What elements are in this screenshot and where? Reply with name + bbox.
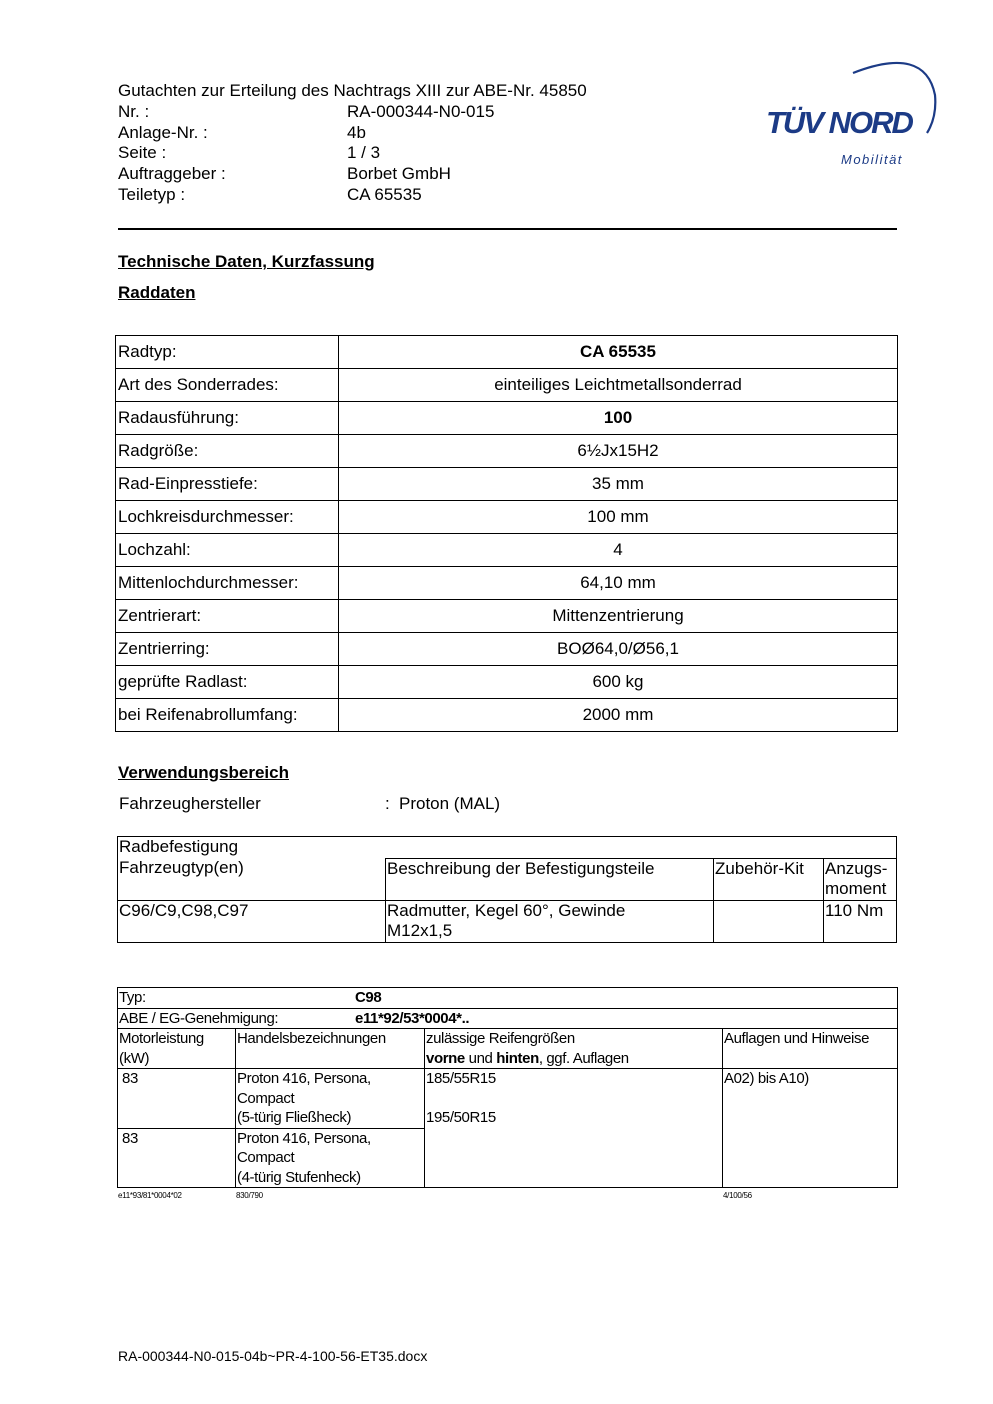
hersteller-value: Proton (MAL) [399, 794, 501, 813]
row-label: Lochkreisdurchmesser: [116, 501, 339, 534]
hersteller-label: Fahrzeughersteller [119, 794, 261, 813]
header-label: Anlage-Nr. : [118, 122, 208, 142]
row-value: Mittenzentrierung [339, 600, 898, 633]
header-title: Gutachten zur Erteilung des Nachtrags XIII zur ABE-Nr. 45850 [118, 81, 587, 100]
header-value: RA-000344-N0-015 [347, 101, 495, 121]
cell-handel [236, 1128, 425, 1188]
reifen-vorne: vorne [426, 1049, 465, 1067]
reifen-rest: , ggf. Auflagen [538, 1049, 629, 1067]
typ-label: Typ: [119, 989, 146, 1006]
table-row [116, 336, 898, 369]
header-row-auftraggeber [118, 164, 718, 185]
header-value: Borbet GmbH [347, 164, 451, 184]
hersteller-separator: : [385, 794, 390, 813]
row-label: Zentrierring: [116, 633, 339, 666]
header-cell: Zubehör-Kit [714, 858, 824, 900]
table-row [116, 633, 898, 666]
table-row [118, 1069, 898, 1129]
abe-label: ABE / EG-Genehmigung: [119, 1009, 279, 1027]
row-value: 35 mm [339, 468, 898, 501]
header-label: Teiletyp : [118, 184, 186, 204]
abe-row [118, 1008, 898, 1029]
header-line [426, 1049, 721, 1069]
header-value: CA 65535 [347, 184, 422, 204]
row-label: bei Reifenabrollumfang: [116, 699, 339, 732]
desc-line: M12x1,5 [387, 921, 453, 940]
header-label: Nr. : [118, 101, 150, 121]
cell-auflagen: A02) bis A10) [723, 1069, 898, 1188]
row-value: 600 kg [339, 666, 898, 699]
row-label: Radgröße: [116, 435, 339, 468]
header-row-teiletyp [118, 185, 718, 206]
header-divider [118, 228, 897, 230]
reifen-line: 195/50R15 [426, 1109, 496, 1126]
header-line: (kW) [119, 1049, 150, 1067]
table-row [118, 1029, 898, 1069]
table-row [118, 837, 897, 859]
row-value: 100 mm [339, 501, 898, 534]
row-label: Rad-Einpresstiefe: [116, 468, 339, 501]
section-technische-daten: Technische Daten, Kurzfassung [118, 252, 375, 271]
row-value: 2000 mm [339, 699, 898, 732]
typ-row [118, 988, 898, 1009]
table-row [116, 435, 898, 468]
tuv-nord-logo: TÜV NORD [766, 105, 912, 140]
header-reifen [425, 1029, 723, 1069]
cell-kit [714, 900, 824, 942]
footnote-pattern: 4/100/56 [723, 1191, 752, 1200]
header-cell [824, 858, 897, 900]
reifen-und: und [464, 1049, 497, 1067]
desc-line: Radmutter, Kegel 60°, Gewinde [387, 900, 626, 920]
table-row [116, 567, 898, 600]
handel-line: Proton 416, Persona, [237, 1129, 371, 1147]
header-line: moment [825, 879, 887, 898]
section-raddaten: Raddaten [118, 283, 196, 302]
cell-moment: 110 Nm [824, 900, 897, 942]
row-label: Mittenlochdurchmesser: [116, 567, 339, 600]
table-row [118, 988, 898, 1009]
typ-value: C98 [355, 989, 382, 1006]
handel-line: Compact [237, 1149, 295, 1166]
row-label: geprüfte Radlast: [116, 666, 339, 699]
row-label: Zentrierart: [116, 600, 339, 633]
row-label: Lochzahl: [116, 534, 339, 567]
document-header [118, 81, 718, 206]
row-value: 100 [339, 402, 898, 435]
row-value: BOØ64,0/Ø56,1 [339, 633, 898, 666]
typ-table [117, 987, 898, 1188]
header-value: 1 / 3 [347, 143, 381, 163]
footnote-ewg: e11*93/81*0004*02 [118, 1191, 182, 1200]
header-row-nr [118, 102, 718, 123]
header-cell: Fahrzeugtyp(en) [118, 858, 386, 900]
row-label: Radausführung: [116, 402, 339, 435]
row-label: Art des Sonderrades: [116, 369, 339, 402]
footnote-code: 830/790 [236, 1191, 263, 1200]
header-cell: Beschreibung der Befestigungsteile [386, 858, 714, 900]
table-row [116, 369, 898, 402]
row-value: CA 65535 [339, 336, 898, 369]
footer-filename: RA-000344-N0-015-04b~PR-4-100-56-ET35.docx [118, 1348, 428, 1364]
header-label: Seite : [118, 143, 167, 163]
table-row [116, 501, 898, 534]
header-handel: Handelsbezeichnungen [236, 1029, 425, 1069]
handel-line: (4-türig Stufenheck) [237, 1168, 361, 1186]
header-line: Motorleistung [119, 1030, 204, 1047]
table-row [116, 699, 898, 732]
handel-line: Proton 416, Persona, [237, 1070, 371, 1087]
raddaten-table [115, 335, 898, 732]
cell-handel [236, 1069, 425, 1129]
handel-line: (5-türig Fließheck) [237, 1109, 352, 1126]
header-label: Auftraggeber : [118, 164, 226, 184]
table-row [116, 666, 898, 699]
handel-line: Compact [237, 1089, 295, 1107]
cell-reifen [425, 1069, 723, 1188]
table-row [118, 900, 897, 942]
cell-desc [386, 900, 714, 942]
cell-kw: 83 [118, 1128, 236, 1188]
header-auflagen: Auflagen und Hinweise [723, 1029, 898, 1069]
radbefestigung-table [117, 836, 897, 943]
table-row [116, 468, 898, 501]
cell-kw: 83 [118, 1069, 236, 1129]
row-value: einteiliges Leichtmetallsonderrad [339, 369, 898, 402]
header-value: 4b [347, 122, 366, 142]
logo-subtitle: Mobilität [841, 152, 903, 167]
fahrzeughersteller-row [119, 794, 819, 814]
table-row [116, 534, 898, 567]
table-row [118, 1008, 898, 1029]
abe-value: e11*92/53*0004*.. [355, 1009, 470, 1027]
header-line: Anzugs- [825, 858, 888, 878]
header-row-seite [118, 143, 718, 164]
reifen-hinten: hinten [496, 1049, 539, 1067]
section-verwendungsbereich: Verwendungsbereich [118, 763, 289, 782]
table-row [116, 402, 898, 435]
row-value: 4 [339, 534, 898, 567]
cell-typ: C96/C9,C98,C97 [118, 900, 386, 942]
table-row [118, 858, 897, 900]
header-motor [118, 1029, 236, 1069]
reifen-line: 185/55R15 [426, 1070, 496, 1087]
header-line: zulässige Reifengrößen [426, 1030, 575, 1047]
row-value: 6½Jx15H2 [339, 435, 898, 468]
row-value: 64,10 mm [339, 567, 898, 600]
row-label: Radtyp: [116, 336, 339, 369]
befestigung-title: Radbefestigung [118, 837, 897, 859]
table-row [116, 600, 898, 633]
header-row-anlage [118, 123, 718, 144]
